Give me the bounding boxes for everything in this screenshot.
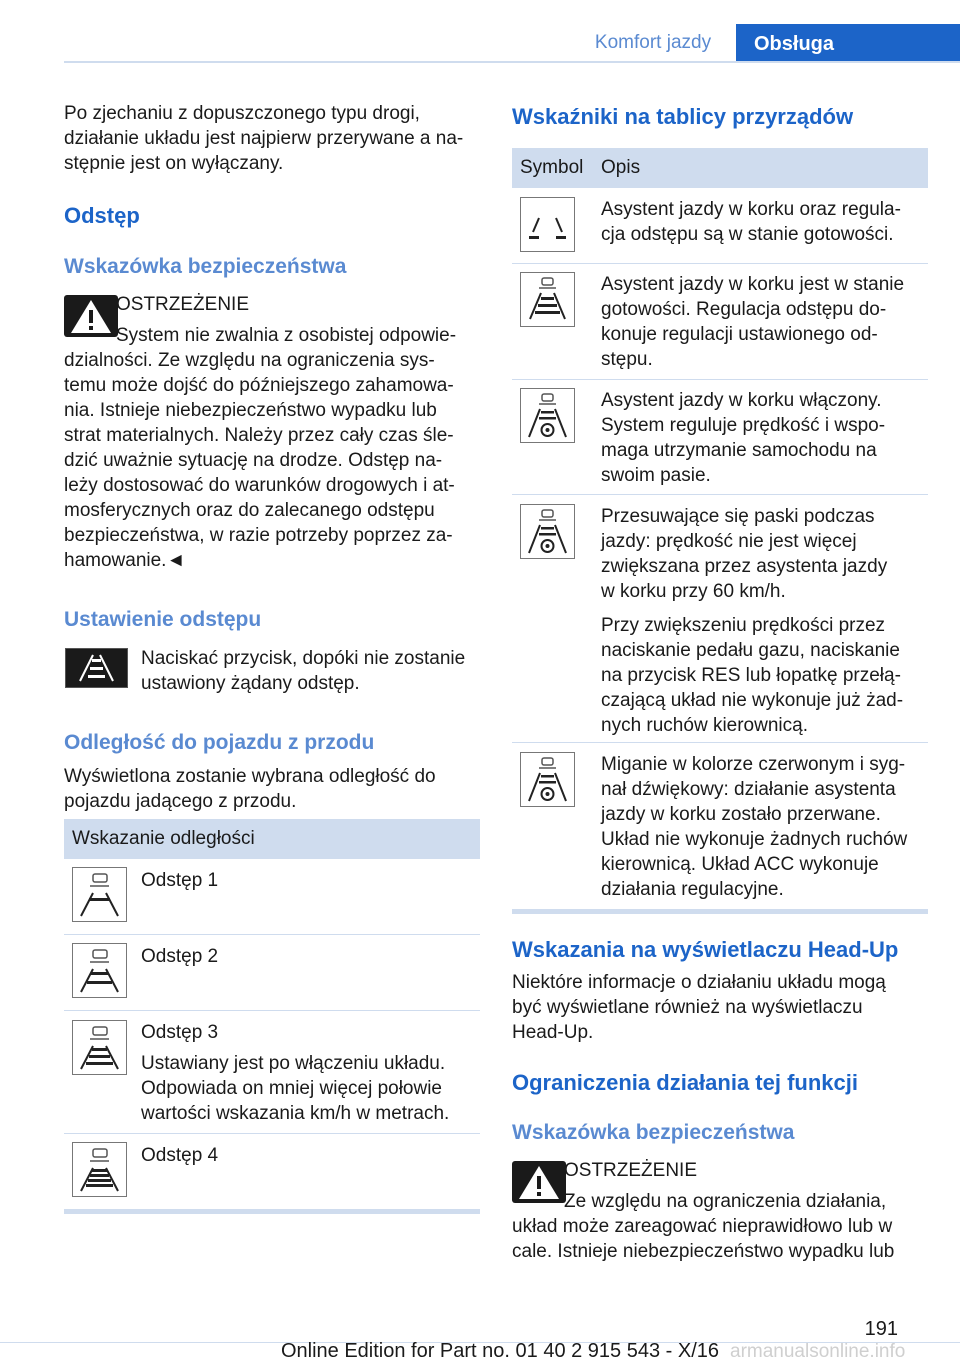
heading-distance-setting: Ustawienie odstępu	[64, 608, 262, 631]
text-line: Wyświetlona zostanie wybrana odległość do	[64, 766, 436, 787]
distance-3-label: Odstęp 3	[141, 1022, 219, 1043]
text-line: hamowanie.◄	[64, 550, 186, 571]
text-line: kierownicą. Układ ACC wykonuje	[601, 854, 879, 875]
heading-instrument-indicators: Wskaźniki na tablicy przyrządów	[512, 104, 854, 129]
warning-text	[64, 323, 484, 573]
distance-4-label: Odstęp 4	[141, 1145, 219, 1166]
warning-title: OSTRZEŻENIE	[116, 294, 250, 315]
text-line: Naciskać przycisk, dopóki nie zostanie	[141, 648, 466, 669]
table-row-divider	[512, 263, 928, 264]
text-line: swoim pasie.	[601, 465, 711, 486]
text-line: stępnie jest on wyłączany.	[64, 153, 284, 174]
text-line: ustawiony żądany odstęp.	[141, 673, 360, 694]
text-line: jazdy w korku zostało przerwane.	[601, 804, 881, 825]
text-line: Po zjechaniu z dopuszczonego typu drogi,	[64, 103, 420, 124]
col-description: Opis	[601, 157, 641, 178]
text-line: stępu.	[601, 349, 653, 370]
distance-2-symbol	[72, 943, 127, 998]
text-line: nał dźwiękowy: działanie asystenta	[601, 779, 896, 800]
table-row-divider	[512, 742, 928, 743]
text-line: na przycisk RES lub łopatkę przełą-	[601, 665, 901, 686]
text-line: nych ruchów kierownicą.	[601, 715, 808, 736]
text-line: Odpowiada on mniej więcej połowie	[141, 1078, 443, 1099]
text-line: Asystent jazdy w korku oraz regula-	[601, 199, 901, 220]
table-end-rule	[512, 909, 928, 914]
text-line: konuje regulacji ustawionego od-	[601, 324, 878, 345]
indicator-1-text	[601, 197, 926, 247]
text-line: Niektóre informacje o działaniu układu mogą	[512, 972, 886, 993]
table-row-divider	[512, 379, 928, 380]
distance-setting-text	[141, 646, 486, 696]
text-line: Miganie w kolorze czerwonym i syg-	[601, 754, 906, 775]
heading-limitations: Ograniczenia działania tej funkcji	[512, 1070, 858, 1095]
text-line: strat materialnych. Należy przez cały czas śle-	[64, 425, 454, 446]
text-line: Przesuwające się paski podczas	[601, 506, 875, 527]
table-row-divider	[64, 1010, 480, 1011]
indicator-5-text	[601, 752, 926, 902]
heading-head-up: Wskazania na wyświetlaczu Head-Up	[512, 937, 899, 962]
text-line: maga utrzymanie samochodu na	[601, 440, 877, 461]
text-line: cja odstępu są w stanie gotowości.	[601, 224, 894, 245]
distance-1-label: Odstęp 1	[141, 870, 219, 891]
header-chapter-tab[interactable]: Obsługa	[736, 24, 960, 63]
text-line: nia. Istnieje niebezpieczeństwo wypadku lub	[64, 400, 437, 421]
text-line: dzialności. Ze względu na ograniczenia sys-	[64, 350, 435, 371]
text-line: Asystent jazdy w korku włączony.	[601, 390, 882, 411]
text-line: Ustawiany jest po włączeniu układu.	[141, 1053, 446, 1074]
text-line: leży dostosować do warunków drogowych i at-	[64, 475, 455, 496]
indicator-3-text	[601, 388, 926, 488]
distance-table-header: Wskazanie odległości	[64, 819, 480, 859]
text-line: dzić uważnie sytuację na drodze. Odstęp na-	[64, 450, 443, 471]
distance-3-text	[141, 1020, 481, 1126]
indicator-2-text	[601, 272, 926, 372]
traffic-jam-distance-symbol	[520, 272, 575, 327]
text-line: Asystent jazdy w korku jest w stanie	[601, 274, 905, 295]
table-end-rule	[64, 1209, 480, 1214]
traffic-jam-ready-symbol	[520, 197, 575, 252]
traffic-jam-active-symbol	[520, 388, 575, 443]
distance-button-icon	[65, 648, 128, 688]
text-line: bezpieczeństwa, w razie potrzeby poprzez za-	[64, 525, 453, 546]
text-line: Head-Up.	[512, 1022, 594, 1043]
page-number: 191	[864, 1318, 898, 1340]
table-row-divider	[64, 1133, 480, 1134]
heading-safety-note: Wskazówka bezpieczeństwa	[64, 255, 347, 278]
text-line: temu może dojść do późniejszego zahamowa-	[64, 375, 454, 396]
table-row-divider	[64, 934, 480, 935]
head-up-paragraph	[512, 970, 932, 1045]
text-line: w korku przy 60 km/h.	[601, 581, 786, 602]
text-line: mosferycznych oraz do zalecanego odstępu	[64, 500, 435, 521]
online-edition-note: Online Edition for Part no. 01 40 2 915 543 - X/16	[280, 1340, 720, 1362]
text-line: Przy zwiększeniu prędkości przez	[601, 615, 886, 636]
text-line: zwiększana przez asystenta jazdy	[601, 556, 888, 577]
text-line: układ może zareagować nieprawidłowo lub w	[512, 1216, 893, 1237]
moving-bars-symbol	[520, 504, 575, 559]
indicator-4-text	[601, 504, 926, 738]
distance-4-symbol	[72, 1142, 127, 1197]
distance-3-symbol	[72, 1020, 127, 1075]
text-line: jazdy: prędkość nie jest więcej	[601, 531, 857, 552]
text-line: System reguluje prędkość i wspo-	[601, 415, 886, 436]
warning-text-2	[512, 1189, 932, 1264]
indicators-table-header	[512, 148, 928, 188]
text-line: być wyświetlane również na wyświetlaczu	[512, 997, 863, 1018]
text-line: czającą układ nie wykonuje już żad-	[601, 690, 904, 711]
table-row-divider	[512, 494, 928, 495]
text-line: gotowości. Regulacja odstępu do-	[601, 299, 887, 320]
text-line: Układ nie wykonuje żadnych ruchów	[601, 829, 908, 850]
text-line: pojazdu jadącego z przodu.	[64, 791, 297, 812]
col-symbol: Symbol	[520, 157, 584, 178]
text-line: naciskanie pedału gazu, naciskanie	[601, 640, 900, 661]
heading-odstep: Odstęp	[64, 203, 140, 228]
text-line: działanie układu jest najpierw przerywane a na-	[64, 128, 464, 149]
text-line: wartości wskazania km/h w metrach.	[141, 1103, 450, 1124]
text-line: działania regulacyjne.	[601, 879, 784, 900]
text-line: Ze względu na ograniczenia działania,	[564, 1191, 887, 1212]
heading-distance-to-vehicle: Odległość do pojazdu z przodu	[64, 731, 375, 754]
header-section-title: Komfort jazdy	[594, 32, 712, 53]
header-rule	[64, 61, 960, 63]
text-line: System nie zwalnia z osobistej odpowie-	[116, 325, 457, 346]
text-line: cale. Istnieje niebezpieczeństwo wypadku lub	[512, 1241, 895, 1262]
heading-safety-note-2: Wskazówka bezpieczeństwa	[512, 1121, 795, 1144]
interrupted-symbol	[520, 752, 575, 807]
distance-paragraph	[64, 764, 484, 814]
watermark: armanualsonline.info	[730, 1341, 906, 1362]
warning-title-2: OSTRZEŻENIE	[564, 1160, 698, 1181]
distance-1-symbol	[72, 867, 127, 922]
distance-2-label: Odstęp 2	[141, 946, 219, 967]
intro-paragraph	[64, 101, 484, 176]
